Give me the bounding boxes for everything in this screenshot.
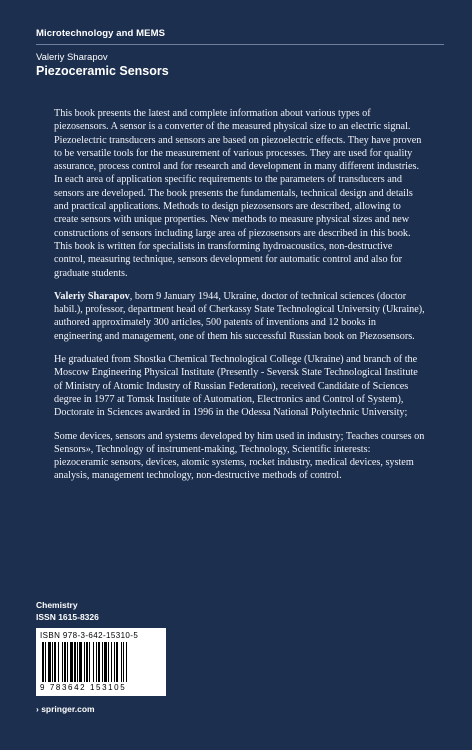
barcode-bar [86,642,88,682]
barcode-bar [111,642,112,682]
barcode-bar [96,642,97,682]
barcode-bar [98,642,100,682]
barcode-bar [42,642,44,682]
author-bio-text: , born 9 January 1944, Ukraine, doctor of technical sciences (doctor habil.), professor, department head of Cherkassy State Technological University (Ukraine), authored approximately 300 articles, 500 patents of inventions and 12 books in engineering and management, one of them his successful Russian book on Piezosensors. [54,290,425,342]
author-bio [54,290,426,343]
header-divider [36,44,444,45]
barcode-bars [42,642,160,682]
author-bio-name: Valeriy Sharapov [54,290,130,302]
barcode-bar [93,642,94,682]
barcode-bar [77,642,78,682]
issn: ISSN 1615-8326 [36,612,99,622]
barcode-bar [121,642,122,682]
author-interests: Some devices, sensors and systems developed by him used in industry; Teaches courses on Sensors», Technology of instrument-making, Technology, Scientific interests: piezoceramic sensors, devices, atomic systems, rocket industry, medical devices, system analysis, management technology, non-destructive methods of control. [54,430,425,482]
barcode-bar [126,642,127,682]
blurb [54,107,426,493]
barcode-bar [58,642,59,682]
isbn: ISBN 978-3-642-15310-5 [40,631,139,640]
barcode-bar [108,642,109,682]
subject-category: Chemistry [36,600,78,610]
barcode-digits: 9 783642 153105 [40,683,127,692]
barcode-bar [70,642,73,682]
series-name: Microtechnology and MEMS [36,28,166,39]
publisher-website: › springer.com [36,704,95,714]
barcode-bar [64,642,66,682]
barcode [36,628,166,696]
barcode-bar [104,642,107,682]
book-title: Piezoceramic Sensors [36,64,169,78]
book-description: This book presents the latest and complete information about various types of piezosensors. A sensor is a converter of the measured physical size to an electric signal. Piezoelectric transducers and sensors are based on piezoelectric effects. They have proven to be versatile tools for the measurement of various processes. They are used for quality assurance, process control and for research and development in many different industries. In each area of application specific requirements to the parameters of transducers and sensors are developed. The book presents the fundamentals, technical design and details and practical applications. Methods to design piezosensors are described, allowing to create sensors with unique properties. New methods to measure physical sizes and new constructions of sensors including large area of piezosensors are described in this book. This book is written for specialists in transforming hydroacoustics, non-destructive control, measuring technique, sensors development for automatic control and also for graduate students. [54,108,422,279]
barcode-bar [52,642,53,682]
barcode-bar [67,642,68,682]
barcode-bar [102,642,103,682]
barcode-bar [74,642,76,682]
author-education: He graduated from Shostka Chemical Technological College (Ukraine) and branch of the Moscow Engineering Physical Institute (Presently - Seversk State Technological Institute of Ministry of Atomic Industry of Russian Federation), received Candidate of Sciences degree in 1977 at Tomsk Institute of Automation, Electronics and Control of System), Doctorate in Sciences awarded in 1996 in the Odessa National Polytechnic University; [54,354,418,419]
barcode-bar [84,642,85,682]
barcode-bar [79,642,82,682]
barcode-bar [116,642,118,682]
barcode-bar [89,642,90,682]
barcode-bar [114,642,115,682]
barcode-bar [54,642,56,682]
barcode-bar [62,642,63,682]
barcode-bar [123,642,124,682]
barcode-bar [45,642,46,682]
author-name: Valeriy Sharapov [36,52,108,63]
barcode-bar [48,642,51,682]
